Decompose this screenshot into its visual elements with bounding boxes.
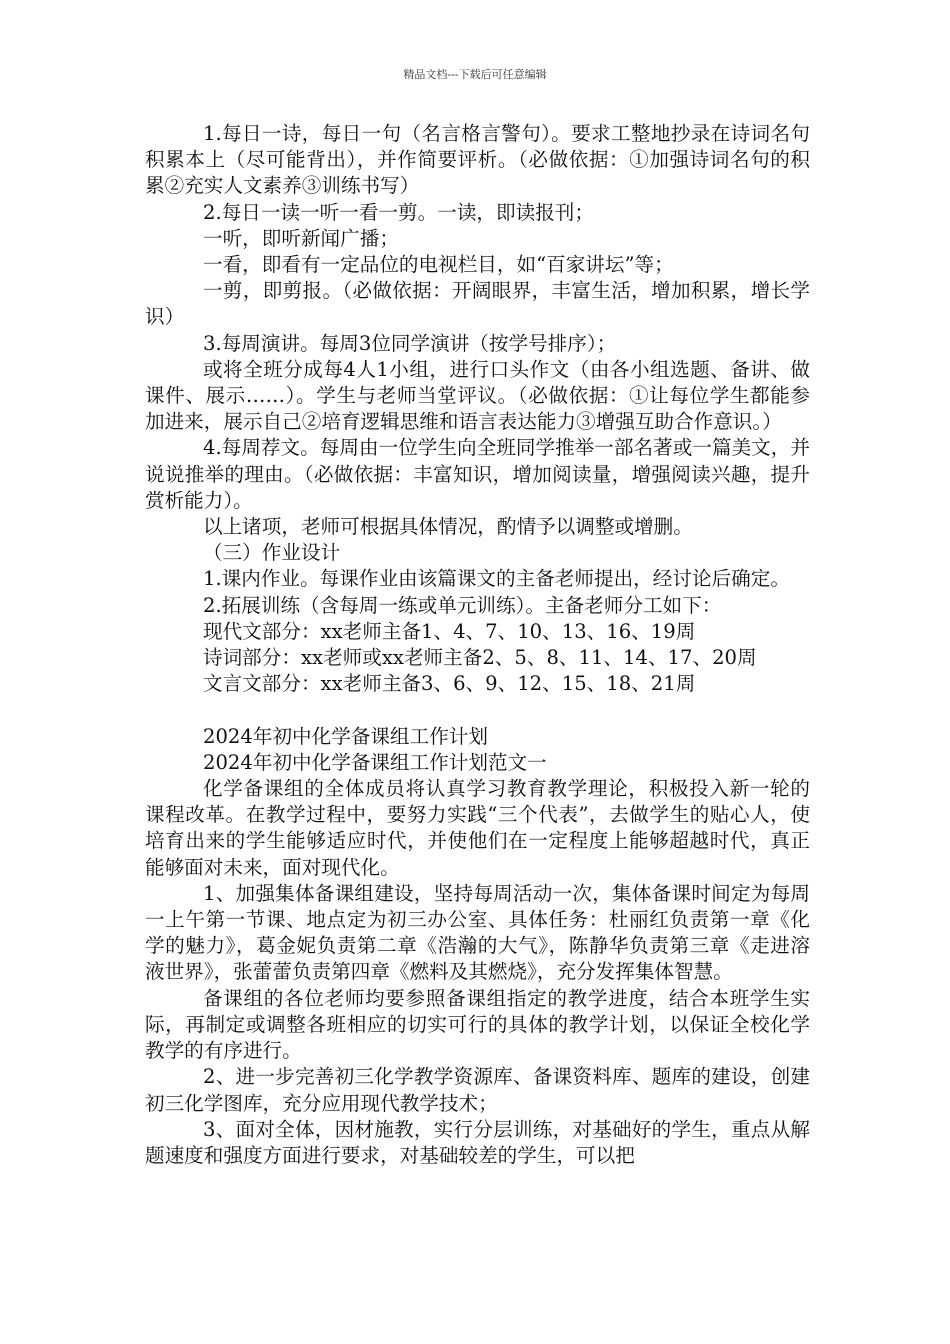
paragraph: 文言文部分：xx老师主备3、6、9、12、15、18、21周 (203, 672, 696, 696)
paragraph: 备课组的各位老师均要参照备课组指定的教学进度，结合本班学生实际，再制定或调整各班相应的切实可行的具体的教学计划，以保证全校化学教学的有序进行。 (145, 986, 810, 1063)
paragraph: 化学备课组的全体成员将认真学习教育教学理论，积极投入新一轮的课程改革。在教学过程中，要努力实践“三个代表”，去做学生的贴心人，使培育出来的学生能够适应时代，并使他们在一定程度上能够超越时代，真正能够面对未来，面对现代化。 (145, 777, 810, 879)
paragraph: 3、面对全体，因材施教，实行分层训练，对基础好的学生，重点从解题速度和强度方面进行要求，对基础较差的学生，可以把 (145, 1117, 810, 1167)
paragraph: 一听，即听新闻广播； (203, 226, 399, 250)
paragraph: 1.课内作业。每课作业由该篇课文的主备老师提出，经讨论后确定。 (203, 567, 790, 591)
document-body (145, 121, 810, 1169)
paragraph: 现代文部分：xx老师主备1、4、7、10、13、16、19周 (203, 619, 696, 643)
paragraph: 诗词部分：xx老师或xx老师主备2、5、8、11、14、17、20周 (203, 646, 757, 670)
paragraph: 或将全班分成每4人1小组，进行口头作文（由各小组选题、备讲、做课件、展示……）。学生与老师当堂评议。（必做依据：①让每位学生都能参加进来，展示自己②培育逻辑思维和语言表达能力③增强互助合作意识。） (145, 357, 810, 434)
paragraph: 一看，即看有一定品位的电视栏目，如“百家讲坛”等； (203, 253, 674, 277)
paragraph: 1、加强集体备课组建设，坚持每周活动一次，集体备课时间定为每周一上午第一节课、地点定为初三办公室、具体任务：杜丽红负责第一章《化学的魅力》，葛金妮负责第二章《浩瀚的大气》，陈静华负责第三章《走进溶液世界》，张蕾蕾负责第四章《燃料及其燃烧》，充分发挥集体智慧。 (145, 881, 810, 984)
paragraph: 2、进一步完善初三化学教学资源库、备课资料库、题库的建设，创建初三化学图库，充分应用现代教学技术； (145, 1065, 810, 1115)
paragraph: 2.拓展训练（含每周一练或单元训练）。主备老师分工如下： (203, 593, 722, 617)
paragraph: 2.每日一读一听一看一剪。一读，即读报刊； (203, 200, 594, 224)
document-title: 2024年初中化学备课组工作计划 (203, 724, 488, 748)
paragraph: 以上诸项，老师可根据具体情况，酌情予以调整或增删。 (203, 515, 693, 539)
page-header: 精品文档---下载后可任意编辑 (403, 68, 547, 81)
paragraph: 1.每日一诗，每日一句（名言格言警句）。要求工整地抄录在诗词名句积累本上（尽可能背出），并作简要评析。（必做依据：①加强诗词名句的积累②充实人文素养③训练书写） (145, 122, 810, 198)
paragraph: 3.每周演讲。每周3位同学演讲（按学号排序）； (203, 331, 617, 355)
paragraph: 一剪，即剪报。（必做依据：开阔眼界，丰富生活，增加积累，增长学识） (145, 279, 810, 329)
paragraph: 4.每周荐文。每周由一位学生向全班同学推举一部名著或一篇美文，并说说推举的理由。（必做依据：丰富知识，增加阅读量，增强阅读兴趣，提升赏析能力）。 (145, 436, 810, 512)
blank-line (145, 697, 810, 723)
document-subtitle: 2024年初中化学备课组工作计划范文一 (203, 750, 547, 774)
section-heading: （三）作业设计 (203, 541, 341, 565)
